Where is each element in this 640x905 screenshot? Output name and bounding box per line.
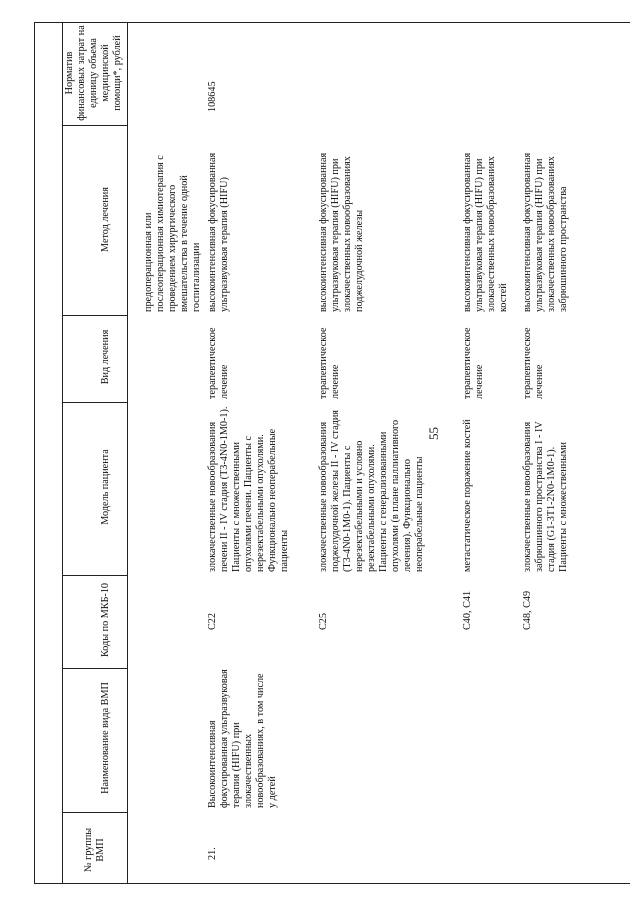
- header-kind: Вид лечения: [100, 329, 111, 385]
- table-line-2: [127, 22, 128, 884]
- table-line-3: [34, 22, 630, 23]
- header-sep-model: [62, 575, 127, 576]
- header-sep-kind: [62, 402, 127, 403]
- header-name: Наименование вида ВМП: [100, 682, 111, 794]
- header-sep-norm: [62, 125, 127, 126]
- row-c48-mkb: C48, C49: [522, 590, 533, 630]
- table-border-left: [34, 22, 35, 884]
- row-c40-kind: терапевтическое лечение: [462, 327, 485, 399]
- group-norm: 108645: [207, 81, 218, 112]
- header-sep-name: [62, 812, 127, 813]
- row-c40-mkb: C40, C41: [462, 590, 473, 630]
- row-c22-method: высокоинтенсивная фокусированная ультразвуковая терапия (HIFU): [207, 152, 230, 312]
- row-c48-kind: терапевтическое лечение: [522, 327, 545, 399]
- header-model: Модель пациента: [100, 449, 111, 525]
- row-c40-method: высокоинтенсивная фокусированная ультразвуковая терапия (HIFU) при злокачественных новообразованиях костей: [462, 152, 509, 312]
- row-c25-method: высокоинтенсивная фокусированная ультразвуковая терапия (HIFU) при злокачественных новообразованиях поджелудочной железы: [318, 152, 365, 312]
- row-c25-model: злокачественные новообразования поджелудочной железы II - IV стадия (T3-4N0-1M0-1). Пациенты с нерезектабельными и условно резектабельными опухолями. Пациенты с генерализованными опухолями (в плане паллиативного лечения). Функционально неоперабельные пациенты: [318, 410, 425, 572]
- row-c48-method: высокоинтенсивная фокусированная ультразвуковая терапия (HIFU) при злокачественных новообразованиях забрюшинного пространства: [522, 152, 569, 312]
- table-line-1: [62, 22, 63, 884]
- continuation-method: предоперационная или послеоперационная химиотерапия с проведением хирургического вмешательства в течение одной госпитализации: [143, 155, 202, 312]
- header-num: № группы ВМП: [83, 827, 106, 873]
- row-c48-model: злокачественные новообразования забрюшинного пространства I - IV стадия (G1-3T1-2N0-1M0-1). Пациенты с множественными: [522, 421, 569, 572]
- group-number: 21.: [207, 847, 218, 860]
- row-c22-kind: терапевтическое лечение: [207, 327, 230, 399]
- row-c25-mkb: C25: [318, 613, 329, 630]
- row-c40-model: метастатическое поражение костей: [462, 419, 473, 572]
- header-method: Метод лечения: [100, 187, 111, 252]
- header-sep-method: [62, 315, 127, 316]
- row-c22-mkb: C22: [207, 613, 218, 630]
- header-sep-mkb: [62, 668, 127, 669]
- bottom-rule: [34, 883, 630, 884]
- header-norm: Норматив финансовых затрат на единицу объема медицинской помощи*, рублей: [64, 25, 123, 121]
- group-name: Высокоинтенсивная фокусированная ультразвуковая терапия (HIFU) при злокачественных новообразованиях, в том числе у детей: [207, 669, 278, 808]
- header-mkb: Коды по МКБ-10: [100, 582, 111, 658]
- row-c25-kind: терапевтическое лечение: [318, 327, 341, 399]
- row-c22-model: злокачественные новообразования печени II - IV стадия (T3-4N0-1M0-1). Пациенты с множественными опухолями печени. Пациенты с нерезектабельными опухолями. Функционально неоперабельные пациенты: [207, 406, 290, 572]
- page-number: 55: [426, 427, 441, 440]
